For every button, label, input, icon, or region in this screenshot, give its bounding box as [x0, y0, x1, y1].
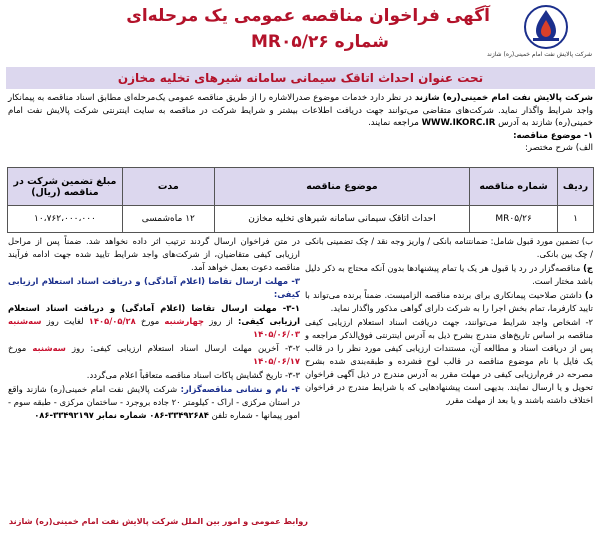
clause-3-1-from: از روز — [209, 316, 233, 326]
clause-c — [305, 262, 593, 288]
header — [0, 0, 601, 66]
clause-3-1-to: لغایت روز — [46, 316, 84, 326]
table-row — [8, 206, 594, 233]
tender-table — [7, 167, 594, 233]
clause-c-label: ج) — [583, 263, 593, 273]
intro-text: در نظر دارد خدمات موضوع صدرالاشاره را از طریق مناقصه عمومی یک‌مرحله‌ای مطابق اسناد مناقصه به پیمانکار واجد شرایط واگذار نماید. شرکت‌های متقاضی می‌توانند جهت دریافت اطلاعات بیشتر و شرایط شرکت در مناقصه به سایت اینترنتی شرکت پالایش نفت امام خمینی(ره) شازند به آدرس — [8, 93, 593, 128]
cell-tender-number: MR۰۵/۲۶ — [470, 206, 558, 233]
start-day: چهارشنبه — [164, 316, 205, 326]
clause-3-2-dated: مورخ — [8, 343, 27, 353]
company-name: شرکت پالایش نفت امام خمینی(ره) شازند — [414, 93, 593, 103]
logo-caption: شرکت پالایش نفت امام خمینی(ره) شازند — [487, 51, 592, 58]
phone-number: ۰۸۶-۳۳۴۹۲۶۸۴ — [149, 410, 209, 420]
start-date: ۱۴۰۵/۰۵/۲۸ — [88, 316, 136, 326]
right-column — [305, 235, 593, 408]
clause-3-3: ۳-۳- تاریخ گشایش پاکات اسناد مناقصه متعاقباً اعلام می‌گردد. — [86, 370, 300, 380]
section-4-heading: ۴- نام و نشانی مناقصه‌گزار: — [180, 384, 300, 394]
clause-c-text: مناقصه‌گزار در رد یا قبول هر یک یا تمام پیشنهادها بدون آنکه محتاج به ذکر دلیل باشد مختار است. — [305, 263, 593, 286]
intro-section — [8, 92, 593, 155]
table-header-row — [8, 168, 594, 206]
intro-text-end: مراجعه نمایند. — [368, 118, 419, 128]
website-link[interactable]: WWW.IKORC.IR — [421, 118, 496, 128]
section-3-heading: ۳- مهلت ارسال تقاضا (اعلام آمادگی) و دریافت اسناد استعلام ارزیابی کیفی: — [8, 276, 300, 299]
address-text: شرکت پالایش نفت امام خمینی(ره) شازند واقع در استان مرکزی - اراک - کیلومتر ۲۰ جاده بروجرد - ساختمان مرکزی - طبقه سوم - امور پیمانها - شماره تلفن — [8, 384, 300, 420]
notice-number: شماره MR۰۵/۲۶ — [251, 32, 389, 52]
company-logo — [487, 4, 592, 64]
col-header-subject: موضوع مناقصه — [214, 168, 469, 206]
fax-label: شماره نمابر — [96, 410, 147, 420]
cell-guarantee: ۱۰،۷۶۲،۰۰۰،۰۰۰ — [8, 206, 123, 233]
col-header-tender-number: شماره مناقصه — [470, 168, 558, 206]
clause-2-continued: در متن فراخوان ارسال گردند ترتیب اثر داده نخواهد شد. ضمناً پس از مراحل ارزیابی کیفی متقاضیان، از شرکت‌های واجد شرایط تایید شده جهت ادامه فرآیند مناقصه دعوت بعمل خواهد آمد. — [8, 236, 300, 272]
deadline-date: ۱۴۰۵/۰۶/۱۷ — [252, 356, 300, 366]
clause-3-1-label: ۳-۱- مهلت ارسال تقاضا (اعلام آمادگی) و دریافت اسناد استعلام ارزیابی کیفی: — [8, 303, 300, 326]
clause-3-2-text: ۳-۲- آخرین مهلت ارسال اسناد استعلام ارزیابی کیفی: روز — [72, 343, 301, 353]
clause-d — [305, 289, 593, 315]
clause-4 — [8, 383, 300, 422]
notice-title: آگهی فراخوان مناقصه عمومی یک مرحله‌ای — [126, 6, 490, 26]
clause-2: ۲- اشخاص واجد شرایط می‌توانند، جهت دریافت اسناد استعلام ارزیابی کیفی مناقصه بر اساس تاریخ‌های مندرج بشرح ذیل به آدرس اینترنتی فوق‌الذکر مراجعه و پس از دریافت اسناد و مطالعه آن، مستندات ارزیابی کیفی مورد نظر را در قالب یک فایل با نام موضوع مناقصه در قالب لوح فشرده و طبقه‌بندی شده بشرح مصرحه در فرم‌ارزیابی کیفی در مهلت مقرر به آدرس مندرج در ذیل آگهی فراخوان تحویل و یا ارسال نمایند. بدیهی است پیشنهادهایی که با شرایط مندرج در فراخوان اختلاف داشته باشند و یا بعد از مهلت مقرر — [305, 317, 593, 405]
end-date: ۱۴۰۵/۰۶/۰۳ — [252, 329, 300, 339]
refinery-logo-icon — [523, 4, 569, 50]
clause-b: ب) تضمین مورد قبول شامل: ضمانتنامه بانکی / واریز وجه نقد / چک تضمینی بانکی / چک بین بانکی. — [305, 236, 593, 259]
end-day: سه‌شنبه — [8, 316, 42, 326]
section-1-heading: ۱- موضوع مناقصه: — [513, 130, 593, 141]
section-1a-heading: الف) شرح مختصر: — [524, 143, 593, 153]
cell-row-number: ۱ — [558, 206, 594, 233]
deadline-day: سه‌شنبه — [32, 343, 66, 353]
left-column — [8, 235, 300, 423]
fax-number: ۰۸۶-۳۳۴۹۲۱۹۷ — [34, 410, 94, 420]
clause-3-1 — [8, 302, 300, 341]
col-header-guarantee: مبلغ تضمین شرکت در مناقصه (ریال) — [8, 168, 123, 206]
clause-3-2 — [8, 342, 300, 368]
footer-signature: روابط عمومی و امور بین الملل شرکت پالایش نفت امام خمینی(ره) شازند — [8, 516, 308, 526]
clause-3-1-dated: مورخ — [140, 316, 160, 326]
intro-paragraph — [8, 92, 593, 130]
cell-duration: ۱۲ ماه‌شمسی — [122, 206, 214, 233]
subtitle-banner: تحت عنوان احداث اتاقک سیمانی سامانه شیرهای تخلیه مخازن — [6, 67, 595, 89]
col-header-row-number: ردیف — [558, 168, 594, 206]
cell-subject: احداث اتاقک سیمانی سامانه شیرهای تخلیه مخازن — [214, 206, 469, 233]
col-header-duration: مدت — [122, 168, 214, 206]
clause-d-text: داشتن صلاحیت پیمانکاری برای برنده مناقصه الزامیست. ضمناً برنده می‌تواند با تایید کارفرما، تمام بخش اجرا را به شرکت دارای گواهی مذکور واگذار نماید. — [305, 290, 593, 313]
clause-d-label: د) — [584, 290, 593, 300]
